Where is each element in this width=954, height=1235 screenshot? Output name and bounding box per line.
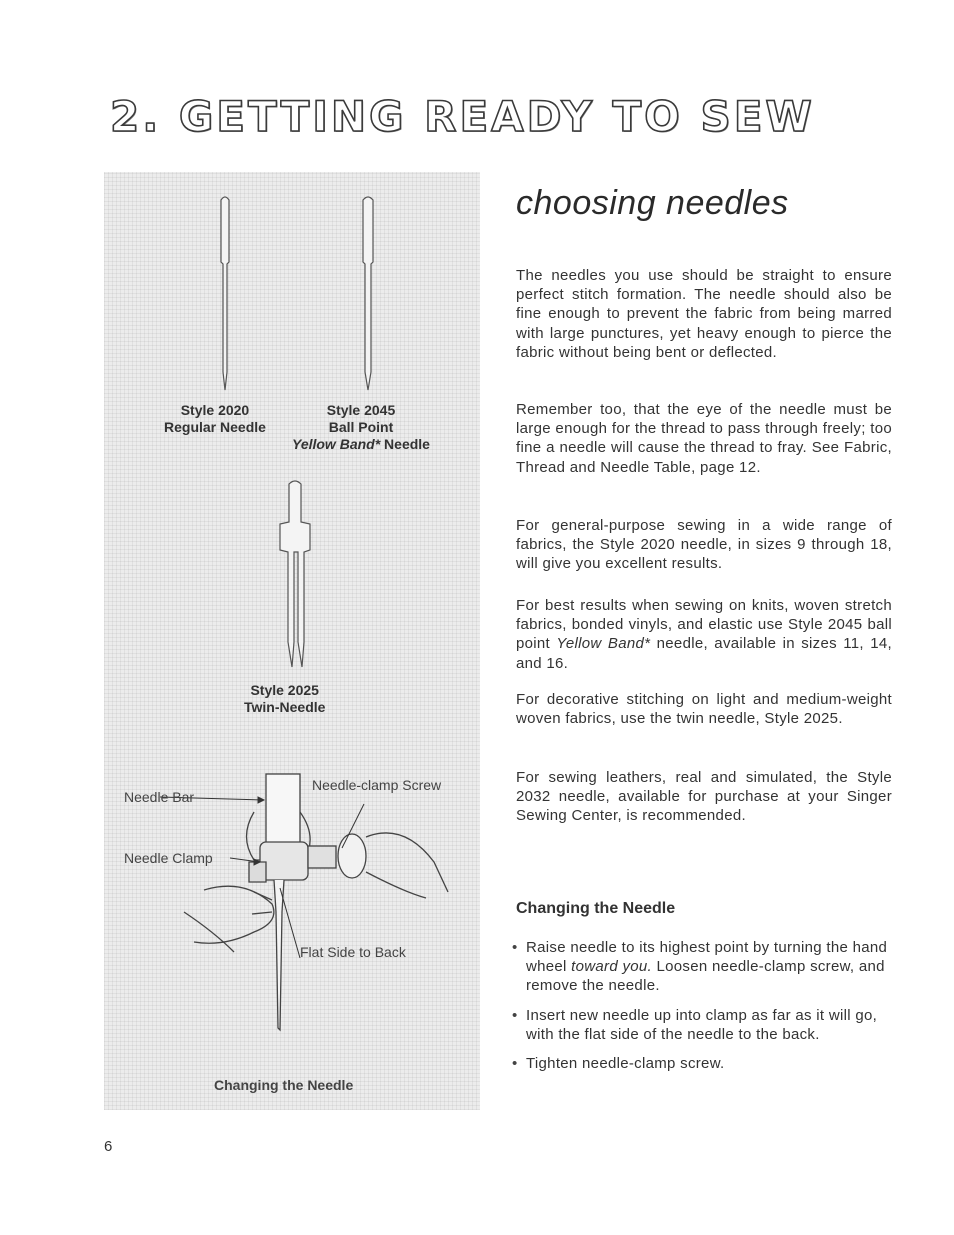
paragraph-style-2025: For decorative stitching on light and medium-weight woven fabrics, use the twin needle, Style 2025. <box>516 691 892 728</box>
needle-2045-band-line <box>292 436 430 453</box>
p4-post: needle, available in sizes 11, 14, and 16. <box>516 635 892 672</box>
step1-post: Loosen needle-clamp screw, and remove the needle. <box>526 958 885 995</box>
changing-needle-heading: Changing the Needle <box>516 900 676 917</box>
needle-illustration-panel <box>104 172 480 1110</box>
needle-2020-drawing <box>221 197 229 390</box>
needle-2020-style: Style 2020 <box>180 402 250 418</box>
step1-pre: Raise needle to its highest point by turning the hand wheel <box>526 939 888 976</box>
figure-caption: Changing the Needle <box>214 1077 354 1093</box>
p4-band: Yellow Band* <box>556 635 651 653</box>
needle-2045-band: Yellow Band* <box>292 436 381 452</box>
paragraph-needle-eye: Remember too, that the eye of the needle must be large enough for the thread to pass through freely; too fine a needle will cause the thread to fray. See Fabric, Thread and Needle Table, page 12. <box>516 401 892 476</box>
needle-2045-name: Ball Point <box>328 419 394 435</box>
needle-change-drawing <box>184 774 448 1030</box>
paragraph-style-2045 <box>516 596 892 673</box>
paragraph-style-2032: For sewing leathers, real and simulated, the Style 2032 needle, available for purchase at your Singer Sewing Center, is recommended. <box>516 769 892 825</box>
list-item: • Tighten needle-clamp screw. <box>510 1054 890 1073</box>
needle-2045-caption <box>292 402 430 453</box>
step1-em: toward you. <box>571 958 653 976</box>
list-item <box>510 938 890 996</box>
page-number: 6 <box>104 1138 113 1155</box>
needle-2045-drawing <box>363 197 373 390</box>
label-flat-side: Flat Side to Back <box>300 944 406 960</box>
needle-2020-name: Regular Needle <box>164 419 266 435</box>
needle-2025-style: Style 2025 <box>250 682 319 698</box>
needle-2025-name: Twin-Needle <box>244 699 326 715</box>
section-heading: choosing needles <box>516 184 789 222</box>
label-needle-clamp: Needle Clamp <box>124 850 213 866</box>
chapter-title-text: GETTING READY TO SEW <box>178 92 815 141</box>
needle-2025-drawing <box>280 481 310 667</box>
needle-2025-caption <box>244 682 325 716</box>
paragraph-needle-straight: The needles you use should be straight to ensure perfect stitch formation. The needle should also be fine enough to prevent the fabric from being marred with large punctures, yet heavy enough to pierce the fabric without being bent or deflected. <box>516 267 892 361</box>
chapter-title <box>110 92 815 141</box>
label-needle-bar: Needle Bar <box>124 789 195 805</box>
changing-needle-steps <box>510 938 890 1083</box>
needle-illustration <box>104 172 480 1110</box>
paragraph-style-2020: For general-purpose sewing in a wide range of fabrics, the Style 2020 needle, in sizes 9 through 18, will give you excellent results. <box>516 517 892 573</box>
p4-pre: For best results when sewing on knits, woven stretch fabrics, bonded vinyls, and elastic use Style 2045 ball point <box>516 597 892 653</box>
chapter-number: 2. <box>110 92 162 141</box>
list-item: • Insert new needle up into clamp as far as it will go, with the flat side of the needle to the back. <box>510 1006 890 1044</box>
needle-2020-caption <box>164 402 266 436</box>
needle-2045-style: Style 2045 <box>326 402 396 418</box>
needle-2045-suffix: Needle <box>380 436 430 452</box>
label-needle-clamp-screw: Needle-clamp Screw <box>312 777 442 793</box>
